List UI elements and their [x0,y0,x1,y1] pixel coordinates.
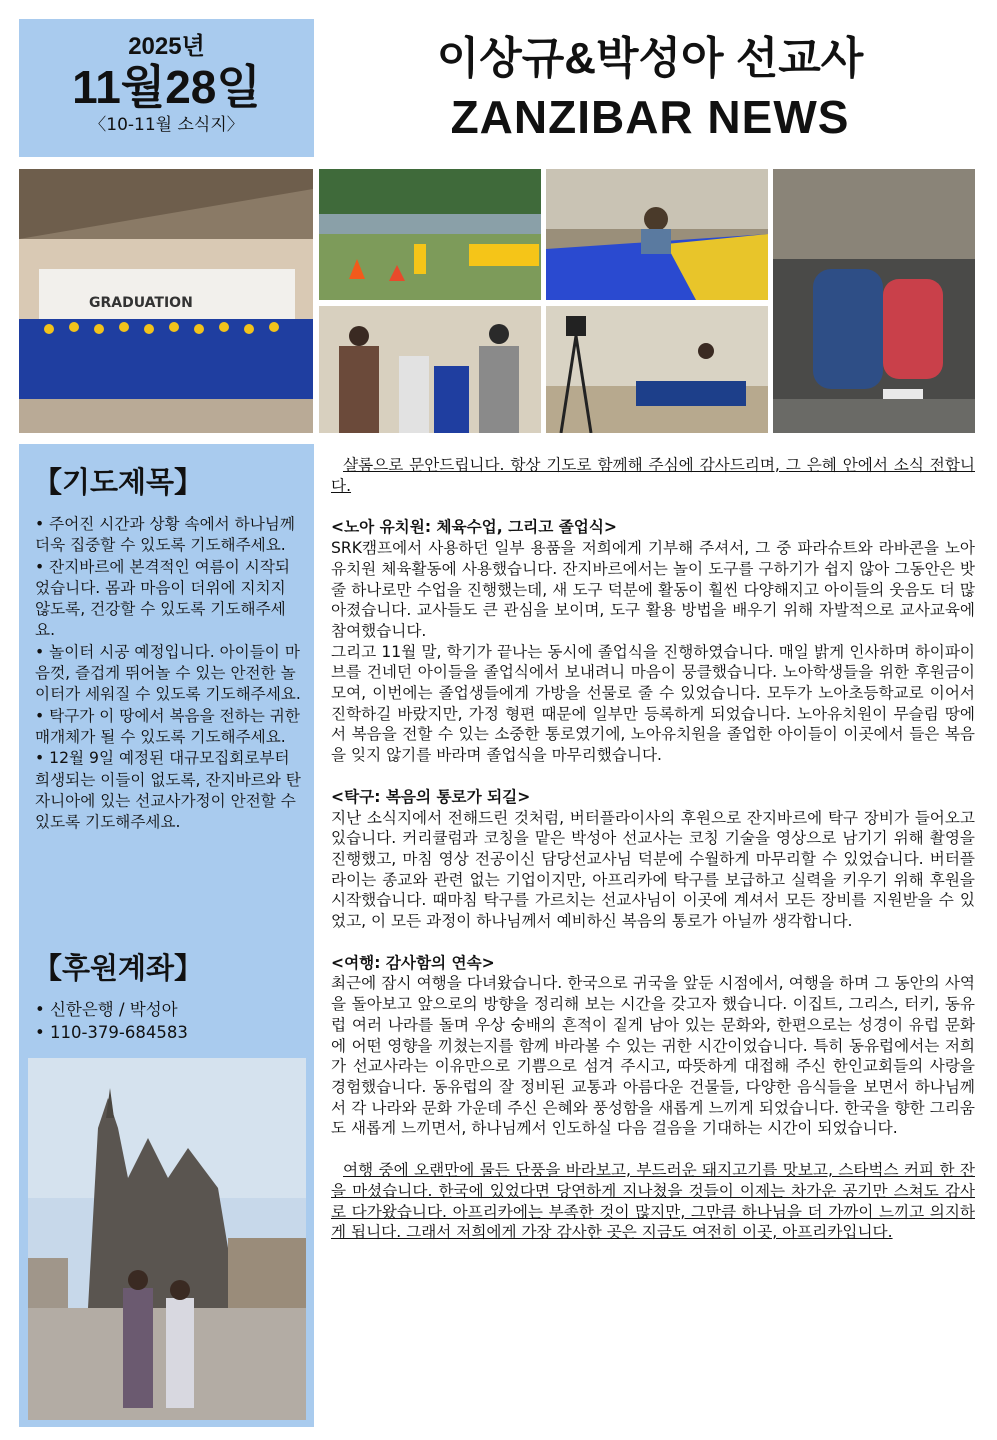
prayer-list [35,514,303,833]
title-news: ZANZIBAR NEWS [450,91,850,143]
certificate-photo [319,306,541,433]
account-title: 【후원계좌】 [33,951,204,985]
date-box [19,19,314,157]
prayer-item: • 탁구가 이 땅에서 복음을 전하는 귀한 매개체가 될 수 있도록 기도해주세요. [35,706,300,746]
prayer-item: • 잔지바르에 본격적인 여름이 시작되었습니다. 몸과 마음이 더위에 지치지 않도록, 건강할 수 있도록 기도해주세요. [35,557,290,640]
section-title-kindergarten: <노아 유치원: 체육수업, 그리고 졸업식> [331,518,617,537]
cathedral-photo [28,1058,306,1420]
issue-year: 2025년 [128,33,205,60]
article [331,455,975,1243]
prayer-item: • 놀이터 시공 예정입니다. 아이들이 마음껏, 즐겁게 뛰어놀 수 있는 안전한 놀이터가 세워질 수 있도록 기도해주세요. [35,642,301,704]
intro-text: 샬롬으로 문안드립니다. 항상 기도로 함께해 주심에 감사드리며, 그 은혜 안에서 소식 전합니다. [331,456,975,495]
parachute-photo [546,169,768,300]
graduation-photo [19,169,313,433]
section-paragraph: SRK캠프에서 사용하던 일부 용품을 저희에게 기부해 주셔서, 그 중 파라슈트와 라바콘을 노아유치원 체육활동에 사용했습니다. 잔지바르에서는 놀이 도구를 구하기가 쉽지 않아 그동안은 밧줄 하나로만 수업을 진행했는데, 새 도구 덕분에 활동이 훨씬 다양해지고 아이들의 웃음도 더 많아졌습니다. 교사들도 큰 관심을 보이며, 도구 활용 방법을 배우기 위해 자발적으로 교사교육에 참여했습니다. [331,539,975,640]
field-cones-photo [319,169,541,300]
issue-date: 11월28일 [72,61,261,113]
account-bank: • 신한은행 / 박성아 [35,1000,178,1019]
prayer-title: 【기도제목】 [33,465,204,499]
backpack-bus-photo [773,169,975,433]
section-paragraph: 그리고 11월 말, 학기가 끝나는 동시에 졸업식을 진행하였습니다. 매일 밝게 인사하며 하이파이브를 건네던 아이들을 졸업식에서 보내려니 마음이 뭉클했습니다. 노아학생들을 위한 후원금이 모여, 이번에는 졸업생들에게 가방을 선물로 줄 수 있었습니다. 모두가 노아초등학교로 이어서 진학하길 바랐지만, 가정 형편 때문에 일부만 등록하게 되었습니다. 노아유치원이 무슬림 땅에서 복음을 전할 수 있는 소중한 통로였기에, 노아유치원을 졸업한 아이들이 이곳에서 들은 복음을 잊지 않기를 바라며 졸업식을 마무리했습니다. [331,642,975,765]
section-title-travel: <여행: 감사함의 연속> [331,953,495,972]
table-tennis-photo [546,306,768,433]
title-missionaries: 이상규&박성아 선교사 [436,34,864,83]
prayer-item: • 12월 9일 예정된 대규모집회로부터 희생되는 이들이 없도록, 잔지바르와 탄자니아에 있는 선교사가정이 안전할 수 있도록 기도해주세요. [35,749,301,832]
section-paragraph: 지난 소식지에서 전해드린 것처럼, 버터플라이사의 후원으로 잔지바르에 탁구 장비가 들어오고 있습니다. 커리큘럼과 코칭을 맡은 박성아 선교사는 코칭 기술을 영상으로 남기기 위해 촬영을 진행했고, 마침 영상 전공이신 담당선교사님 덕분에 수월하게 마무리할 수 있었습니다. 버터플라이는 종교와 관련 없는 기업이지만, 아프리카에 탁구를 보급하고 실력을 키우기 위해 후원을 시작했습니다. 때마침 탁구를 가르치는 선교사님이 이곳에 계셔서 모든 장비를 지원받을 수 있었고, 이 모든 과정이 하나님께서 예비하신 복음의 통로가 아닐까 생각합니다. [331,808,975,931]
account-number: • 110-379-684583 [35,1023,188,1042]
closing-text: 여행 중에 오랜만에 물든 단풍을 바라보고, 부드러운 돼지고기를 맛보고, 스타벅스 커피 한 잔을 마셨습니다. 한국에 있었다면 당연하게 지나쳤을 것들이 이제는 차가운 공기만 스쳐도 감사로 다가왔습니다. 아프리카에는 부족한 것이 많지만, 그만큼 하나님을 더 가까이 느끼고 의지하게 됩니다. 그래서 저희에게 가장 감사한 곳은 지금도 여전히 이곳, 아프리카입니다. [331,1161,975,1242]
section-paragraph: 최근에 잠시 여행을 다녀왔습니다. 한국으로 귀국을 앞둔 시점에서, 여행을 하며 그 동안의 사역을 돌아보고 앞으로의 방향을 정리해 보는 시간을 갖고자 했습니다. 이집트, 그리스, 터키, 동유럽 여러 나라를 돌며 우상 숭배의 흔적이 짙게 남아 있는 문화와, 한편으로는 성경이 유럽 문화에 어떤 영향을 끼쳤는지를 함께 바라볼 수 있는 귀한 시간이었습니다. 특히 동유럽에서는 저희가 선교사라는 이유만으로 기쁨으로 섬겨 주시고, 따뜻하게 대접해 주신 한인교회들의 사랑을 경험했습니다. 동유럽의 잘 정비된 교통과 아름다운 건물들, 다양한 음식들을 보면서 하나님께서 각 나라와 문화 가운데 주신 은혜와 풍성함을 새롭게 느끼게 되었습니다. 한국을 향한 그리움도 새롭게 느끼면서, 하나님께서 인도하실 다음 걸음을 기대하는 시간이 되었습니다. [331,974,975,1138]
graduation-banner-text: GRADUATION [89,295,193,311]
section-title-table-tennis: <탁구: 복음의 통로가 되길> [331,787,531,806]
prayer-item: • 주어진 시간과 상황 속에서 하나님께 더욱 집중할 수 있도록 기도해주세요. [35,515,295,555]
issue-subtitle: 〈10-11월 소식지〉 [89,115,244,135]
sidebar [19,444,314,1427]
newsletter-title [320,30,980,146]
account-list [35,998,305,1044]
